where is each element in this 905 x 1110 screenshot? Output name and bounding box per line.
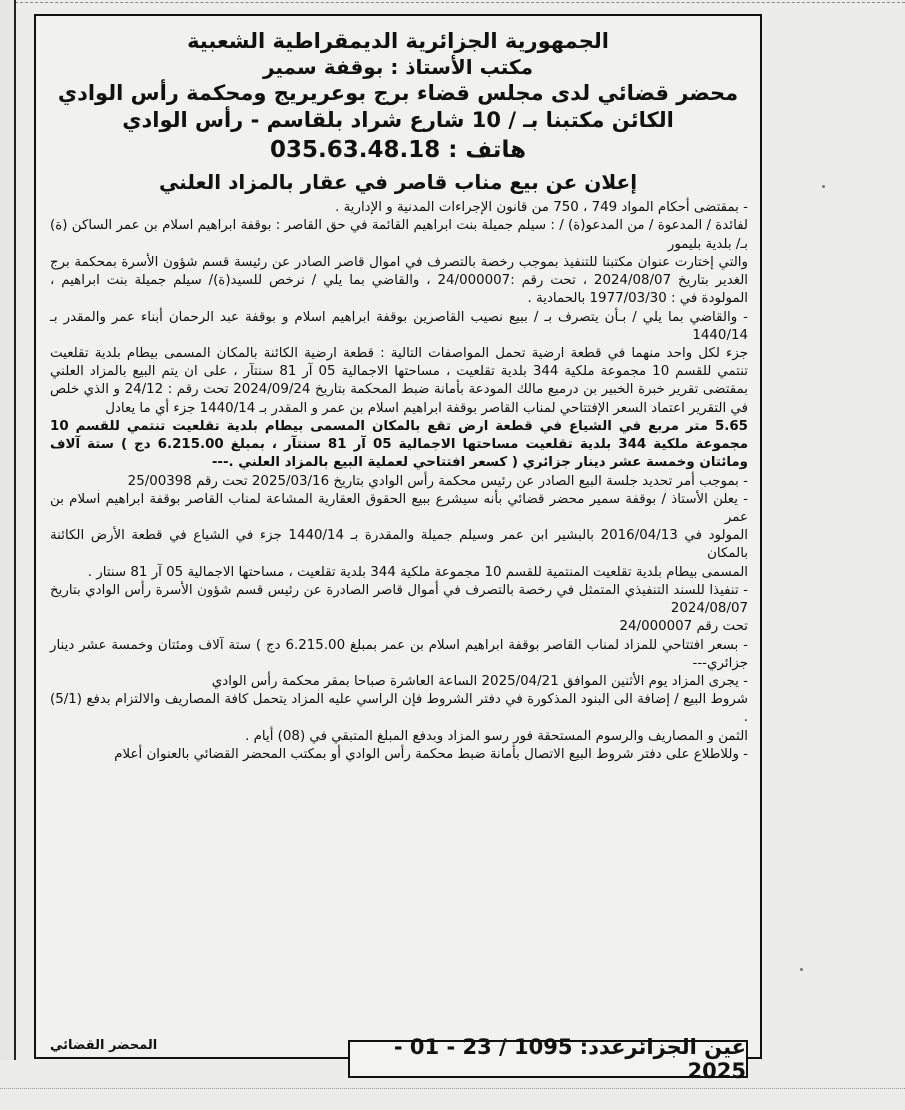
notice-title: إعلان عن بيع مناب قاصر في عقار بالمزاد العلني: [158, 169, 638, 194]
paragraph: المولود في 2016/04/13 بالبشير ابن عمر وسيلم جميلة والمقدرة بـ 1440/14 جزء في الشياع في قطعة الأرض الكائنة بالمكان: [50, 528, 748, 562]
paragraph: والتي إختارت عنوان مكتبنا للتنفيذ بموجب رخصة بالتصرف في اموال قاصر الصادر عن رئيسة قسم شؤون الأسرة بمحكمة برج الغدير بتاريخ 2024/08/07 ، تحت رقم :24/000007 ، والقاضي بما يلي / نرخص للسيد(ة)/ سيلم جميلة بنت ابراهيم ، المولودة في : 1977/03/30 بالحمادية .: [50, 254, 748, 307]
adjacent-column-edge: [0, 0, 16, 1060]
office-name: مكتب الأستاذ : بوقفة سمير: [263, 54, 533, 79]
office-phone: هاتف : 035.63.48.18: [269, 137, 527, 164]
paragraph: لفائدة / المدعوة / من المدعو(ة) / : سيلم جميلة بنت ابراهيم القائمة في حق القاصر : بوقفة ابراهيم اسلام بن عمر الساكن (ة) بـ/ بلدية بليمور: [50, 218, 748, 252]
bailiff-court: محضر قضائي لدى مجلس قضاء برج بوعريريج ومحكمة رأس الوادي: [57, 81, 739, 106]
bottom-divider: [0, 1088, 905, 1090]
legal-notice-box: [34, 14, 762, 1059]
paper-speck: [822, 185, 825, 188]
paragraph: - يجرى المزاد يوم الأثنين الموافق 2025/04/21 الساعة العاشرة صباحا بمقر محكمة رأس الوادي: [211, 673, 748, 689]
office-address: الكائن مكتبنا بـ / 10 شارع شراد بلقاسم - رأس الوادي: [122, 108, 674, 133]
paragraph: - بسعر افتتاحي للمزاد لمناب القاصر بوقفة ابراهيم اسلام بن عمر بمبلغ 6.215.00 دج ) ستة آلاف ومئتان وخمسة عشر دينار جزائري---: [50, 637, 748, 671]
notice-header: [36, 16, 760, 195]
paragraph: جزء لكل واحد منهما في قطعة ارضية تحمل المواصفات التالية : قطعة ارضية الكائنة بالمكان المسمى بيطام بلدية تقلعيت تنتمي للقسم 10 مجموعة ملكية 344 بلدية تقلعيت ، مساحتها الاجمالية 05 آر 81 سنتآر ، على ان يتم البيع بالمزاد العلني بمقتضى تقرير خبرة الخبير بن درميع مالك المودعة بأمانة ضبط المحكمة بتاريخ 2024/09/24 تحت رقم : 24/12 و الذي خلص في التقرير اعتماد السعر الإفتتاحي لمناب القاصر بوقفة ابراهيم اسلام بن عمر و المقدر بـ 1440/14 جزء أي ما يعادل: [50, 346, 749, 416]
top-divider: [0, 2, 905, 13]
paragraph: - تنفيذا للسند التنفيذي المتمثل في رخصة بالتصرف في أموال قاصر الصادرة عن رئيس قسم شؤون الأسرة رأس الوادي بتاريخ 2024/08/07: [50, 582, 748, 617]
paper-speck: [800, 968, 803, 971]
paragraph: المسمى بيطام بلدية تقلعيت المنتمية للقسم 10 مجموعة ملكية 344 بلدية تقلعيت ، مساحتها الاجمالية 05 آر 81 سنتار .: [87, 564, 748, 580]
paragraph: - وللاطلاع على دفتر شروط البيع الاتصال بأمانة ضبط محكمة رأس الوادي أو بمكتب المحضر القضائي بالعنوان أعلام: [114, 746, 748, 762]
signature: المحضر القضائي: [50, 1038, 158, 1053]
paragraph: - بمقتضى أحكام المواد 749 ، 750 من قانون الإجراءات المدنية و الإدارية .: [335, 200, 748, 216]
notice-body: [36, 199, 760, 764]
paragraph: تحت رقم 24/000007: [619, 619, 748, 635]
paragraph: - يعلن الأستاذ / بوقفة سمير محضر قضائي بأنه سيشرع ببيع الحقوق العقارية المشاعة لمناب القاصر بوقفة ابراهيم اسلام بن عمر: [50, 491, 748, 525]
paragraph: الثمن و المصاريف والرسوم المستحقة فور رسو المزاد وبدفع المبلغ المتبقي في (08) أيام .: [245, 728, 748, 744]
publication-reference: عين الجزائرعدد: 1095 / 23 - 01 - 2025: [348, 1040, 748, 1078]
paragraph: 5.65 متر مربع في الشياع في قطعة ارض تقع بالمكان المسمى بيطام بلدية تقلعيت تنتمي للقسم 10 مجموعة ملكية 344 بلدية تقلعيت مساحتها الاجمالية 05 آر 81 سنتآر ، بمبلغ 6.215.00 دج ) ستة آلاف ومائتان وخمسة عشر دينار جزائري ( كسعر افتتاحي لعملية البيع بالمزاد العلني .---: [50, 418, 748, 471]
paragraph: - بموجب أمر تحديد جلسة البيع الصادر عن رئيس محكمة رأس الوادي بتاريخ 2025/03/16 تحت رقم 25/00398: [127, 473, 748, 489]
republic-title: الجمهورية الجزائرية الديمقراطية الشعبية: [187, 29, 609, 53]
paragraph: شروط البيع / إضافة الى البنود المذكورة في دفتر الشروط فإن الراسي عليه المزاد يتحمل كافة المصاريف والالتزام بدفع (5/1) .: [50, 692, 748, 726]
paragraph: - والقاضي بما يلي / بـأن يتصرف بـ / ببيع نصيب القاصرين بوقفة ابراهيم اسلام و بوقفة عبد الرحمان أبناء عمر والمقدر بـ 1440/14: [50, 309, 748, 343]
